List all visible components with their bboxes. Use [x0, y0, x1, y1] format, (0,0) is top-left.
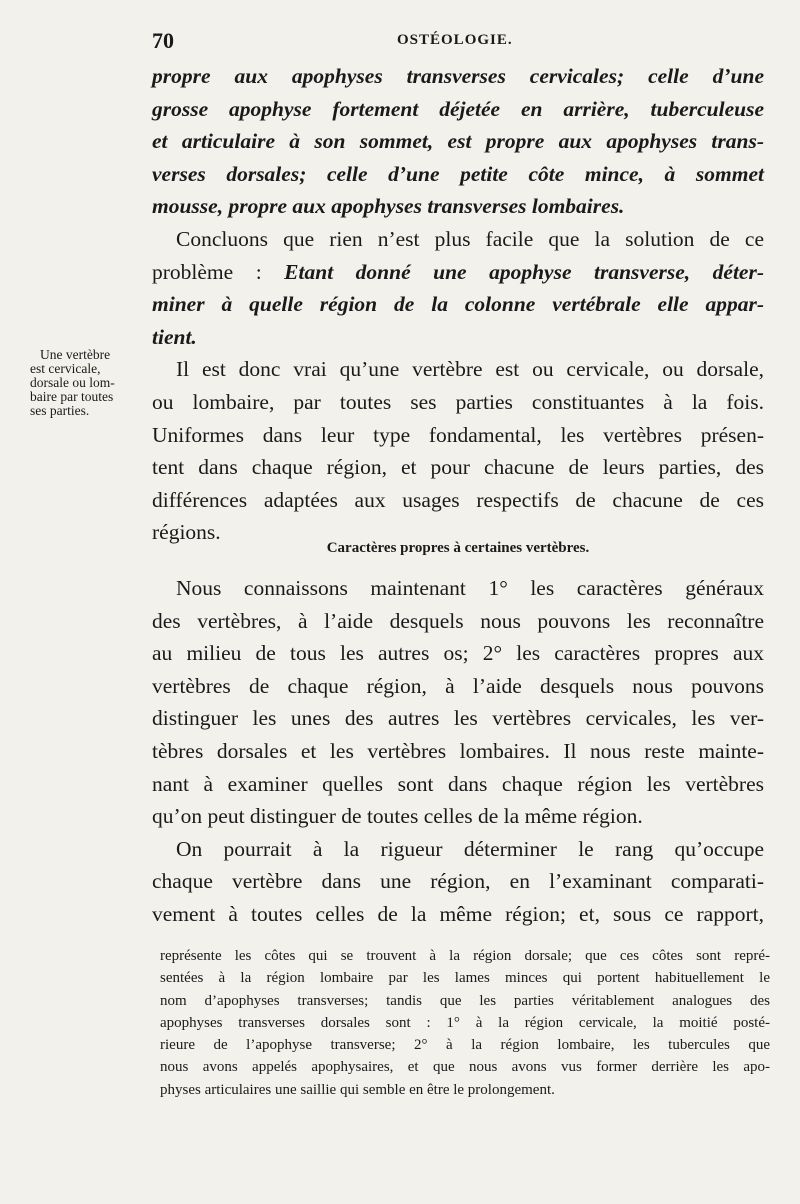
text-line: et articulaire à son sommet, est propre aux apophyses trans-: [152, 129, 764, 154]
text-line: Il est donc vrai qu’une vertèbre est ou cervicale, ou dorsale,: [176, 357, 764, 382]
text-line: miner à quelle région de la colonne vertébrale elle appar-: [152, 292, 764, 317]
text-line: régions.: [152, 520, 221, 545]
text-line: des vertèbres, à l’aide desquels nous pouvons les reconnaître: [152, 608, 764, 633]
text-line: différences adaptées aux usages respectifs de chacune de ces: [152, 487, 764, 512]
footnote-line: rieure de l’apophyse transverse; 2° à la région lombaire, les tubercules que: [160, 1037, 770, 1054]
section-heading: Caractères propres à certaines vertèbres.: [326, 540, 590, 556]
text-line: tèbres dorsales et les vertèbres lombaires. Il nous reste mainte-: [152, 738, 764, 763]
text-line: verses dorsales; celle d’une petite côte mince, à sommet: [152, 161, 764, 186]
main-text: [152, 60, 764, 549]
footnote-line: nom d’apophyses transverses; tandis que les parties véritablement analogues des: [160, 992, 770, 1009]
margin-note-line: Une vertèbre: [40, 347, 111, 362]
page-header: [152, 28, 762, 58]
italic-run: Etant donné une apophyse transverse, déter-: [284, 259, 764, 284]
text-line: [152, 256, 764, 289]
text-line: grosse apophyse fortement déjetée en arrière, tuberculeuse: [152, 96, 764, 121]
text-line: Uniformes dans leur type fondamental, les vertèbres présen-: [152, 422, 764, 447]
running-title: OSTÉOLOGIE.: [397, 32, 513, 48]
text-line: Nous connaissons maintenant 1° les caractères généraux: [176, 576, 764, 600]
paragraph: [152, 572, 764, 833]
text-run: Concluons que rien n’est plus facile que la solution de ce: [176, 226, 764, 251]
footnote-line: sentées à la région lombaire par les lames minces qui portent habituellement le: [160, 970, 770, 987]
paragraph: [152, 223, 764, 353]
margin-note-line: ses parties.: [30, 403, 90, 418]
footnote-line: physes articulaires une saillie qui semble en être le prolongement.: [160, 1081, 555, 1098]
text-run: problème :: [152, 259, 285, 284]
page-number: 70: [152, 28, 174, 53]
margin-note-line: baire par toutes: [30, 389, 114, 404]
paragraph: [152, 353, 764, 549]
text-line: qu’on peut distinguer de toutes celles de la même région.: [152, 804, 643, 829]
text-line: nant à examiner quelles sont dans chaque région les vertèbres: [152, 771, 764, 796]
paragraph: [152, 833, 764, 931]
margin-note-line: dorsale ou lom-: [30, 375, 115, 390]
paragraph: [152, 60, 764, 223]
footnote-line: apophyses transverses dorsales sont : 1° à la région cervicale, la moitié posté-: [160, 1014, 770, 1031]
footnote-line: nous avons appelés apophysaires, et que nous avons vus former derrière les apo-: [160, 1059, 770, 1076]
main-text-continued: [152, 572, 764, 931]
text-line: mousse, propre aux apophyses transverses lombaires.: [152, 194, 625, 219]
text-line: ou lombaire, par toutes ses parties constituantes à la fois.: [152, 389, 764, 414]
text-line: vement à toutes celles de la même région; et, sous ce rapport,: [152, 901, 764, 926]
text-line: On pourrait à la rigueur déterminer le rang qu’occupe: [176, 836, 764, 861]
margin-note-line: est cervicale,: [30, 361, 101, 376]
footnote: [160, 945, 770, 1101]
text-line: au milieu de tous les autres os; 2° les caractères propres aux: [152, 641, 764, 666]
text-line: propre aux apophyses transverses cervicales; celle d’une: [152, 64, 764, 88]
text-line: tient.: [152, 324, 197, 349]
margin-note: [30, 348, 156, 418]
text-line: chaque vertèbre dans une région, en l’examinant comparati-: [152, 869, 764, 894]
text-line: tent dans chaque région, et pour chacune de leurs parties, des: [152, 455, 764, 480]
footnote-line: représente les côtes qui se trouvent à la région dorsale; que ces côtes sont repré-: [160, 948, 770, 964]
text-line: vertèbres de chaque région, à l’aide desquels nous pouvons: [152, 673, 764, 698]
text-line: distinguer les unes des autres les vertèbres cervicales, les ver-: [152, 706, 764, 731]
text-line: [152, 223, 764, 256]
